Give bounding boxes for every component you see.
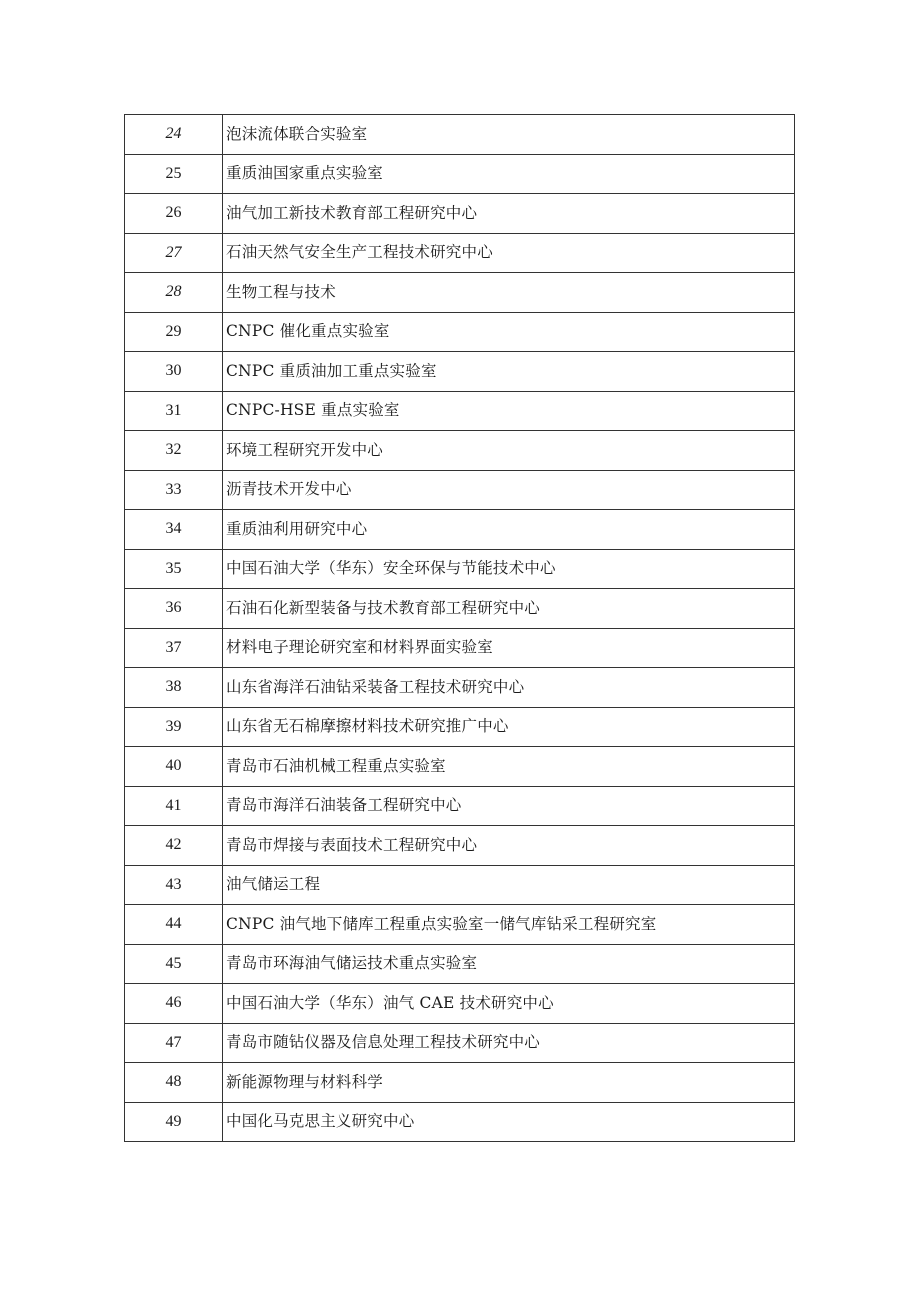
center-name: 材料电子理论研究室和材料界面实验室: [223, 628, 795, 668]
table-row: [125, 273, 795, 313]
center-name: 石油石化新型装备与技术教育部工程研究中心: [223, 589, 795, 629]
row-number: 38: [125, 668, 223, 708]
center-name: CNPC 油气地下储库工程重点实验室一储气库钻采工程研究室: [223, 905, 795, 945]
row-number: 26: [125, 194, 223, 234]
table-row: [125, 470, 795, 510]
center-name: 青岛市海洋石油装备工程研究中心: [223, 786, 795, 826]
table-row: [125, 786, 795, 826]
row-number: 33: [125, 470, 223, 510]
row-number: 44: [125, 905, 223, 945]
table-row: [125, 391, 795, 431]
table-row: [125, 549, 795, 589]
row-number: 24: [125, 115, 223, 155]
table-row: [125, 431, 795, 471]
table-row: [125, 312, 795, 352]
table-row: [125, 865, 795, 905]
center-name: 油气储运工程: [223, 865, 795, 905]
row-number: 39: [125, 707, 223, 747]
center-name: 泡沫流体联合实验室: [223, 115, 795, 155]
center-name: CNPC 催化重点实验室: [223, 312, 795, 352]
center-name: 山东省无石棉摩擦材料技术研究推广中心: [223, 707, 795, 747]
table-row: [125, 1102, 795, 1142]
center-name: CNPC-HSE 重点实验室: [223, 391, 795, 431]
center-name: 沥青技术开发中心: [223, 470, 795, 510]
center-name: 环境工程研究开发中心: [223, 431, 795, 471]
row-number: 37: [125, 628, 223, 668]
center-name: 青岛市环海油气储运技术重点实验室: [223, 944, 795, 984]
table-row: [125, 352, 795, 392]
table-row: [125, 707, 795, 747]
table-row: [125, 233, 795, 273]
row-number: 32: [125, 431, 223, 471]
table-row: [125, 510, 795, 550]
table-row: [125, 747, 795, 787]
center-name: 生物工程与技术: [223, 273, 795, 313]
center-name: 青岛市随钻仪器及信息处理工程技术研究中心: [223, 1023, 795, 1063]
table-row: [125, 115, 795, 155]
table-row: [125, 826, 795, 866]
table-row: [125, 589, 795, 629]
center-name: 山东省海洋石油钻采装备工程技术研究中心: [223, 668, 795, 708]
row-number: 40: [125, 747, 223, 787]
row-number: 42: [125, 826, 223, 866]
center-name: 重质油国家重点实验室: [223, 154, 795, 194]
center-name: 中国石油大学（华东）油气 CAE 技术研究中心: [223, 984, 795, 1024]
table-body: [125, 115, 795, 1142]
row-number: 41: [125, 786, 223, 826]
row-number: 25: [125, 154, 223, 194]
table-row: [125, 905, 795, 945]
table-row: [125, 1023, 795, 1063]
center-name: 油气加工新技术教育部工程研究中心: [223, 194, 795, 234]
row-number: 48: [125, 1063, 223, 1103]
center-name: 青岛市焊接与表面技术工程研究中心: [223, 826, 795, 866]
row-number: 28: [125, 273, 223, 313]
table-row: [125, 944, 795, 984]
row-number: 30: [125, 352, 223, 392]
table-row: [125, 628, 795, 668]
center-name: 石油天然气安全生产工程技术研究中心: [223, 233, 795, 273]
center-name: 中国化马克思主义研究中心: [223, 1102, 795, 1142]
center-name: 重质油利用研究中心: [223, 510, 795, 550]
table-row: [125, 154, 795, 194]
row-number: 29: [125, 312, 223, 352]
row-number: 47: [125, 1023, 223, 1063]
center-name: 青岛市石油机械工程重点实验室: [223, 747, 795, 787]
table-row: [125, 668, 795, 708]
table-row: [125, 984, 795, 1024]
row-number: 45: [125, 944, 223, 984]
row-number: 46: [125, 984, 223, 1024]
row-number: 43: [125, 865, 223, 905]
row-number: 35: [125, 549, 223, 589]
table-row: [125, 1063, 795, 1103]
row-number: 36: [125, 589, 223, 629]
row-number: 34: [125, 510, 223, 550]
research-centers-table: [124, 114, 795, 1142]
row-number: 27: [125, 233, 223, 273]
table-row: [125, 194, 795, 234]
row-number: 49: [125, 1102, 223, 1142]
center-name: CNPC 重质油加工重点实验室: [223, 352, 795, 392]
center-name: 新能源物理与材料科学: [223, 1063, 795, 1103]
center-name: 中国石油大学（华东）安全环保与节能技术中心: [223, 549, 795, 589]
row-number: 31: [125, 391, 223, 431]
